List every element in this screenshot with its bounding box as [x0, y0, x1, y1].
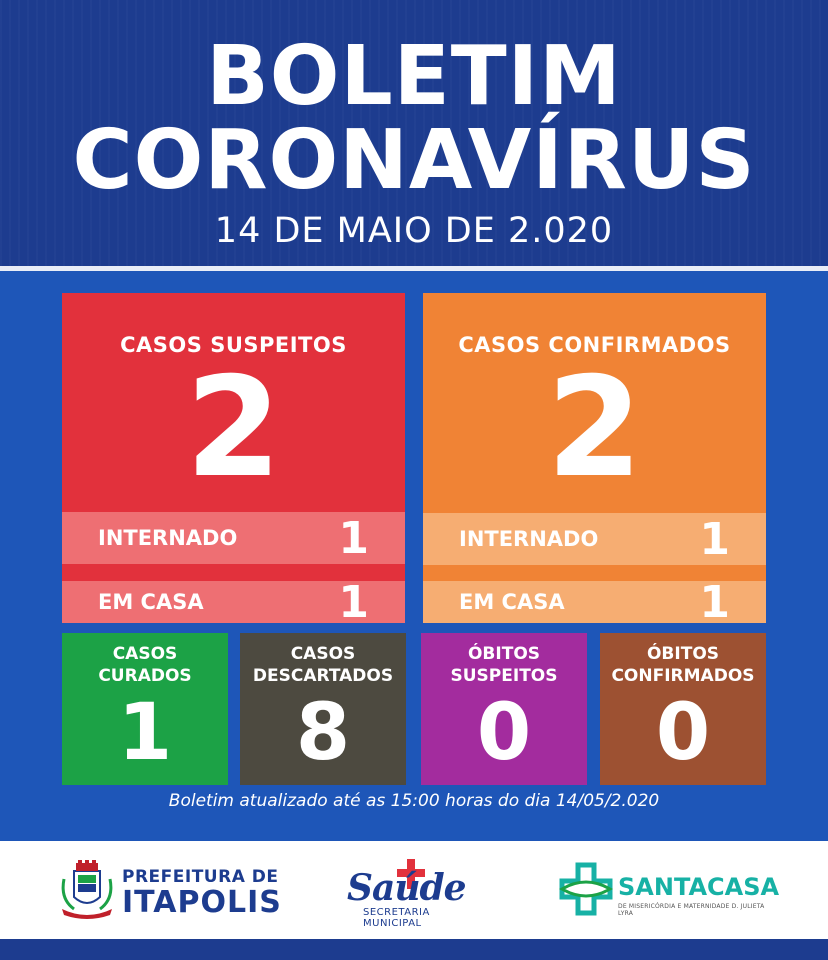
- suspected-cases-total: 2: [185, 347, 282, 508]
- bulletin-date: 14 DE MAIO DE 2.020: [214, 211, 614, 251]
- suspected-deaths-label-2: SUSPEITOS: [450, 666, 558, 686]
- santacasa-subtitle: DE MISERICÓRDIA E MATERNIDADE D. JULIETA LYRA: [618, 903, 765, 917]
- suspected-hospitalized-row: [62, 512, 405, 564]
- suspected-home-label: EM CASA: [98, 590, 204, 614]
- suspected-deaths-label-1: ÓBITOS: [467, 644, 541, 664]
- bottom-bar: [0, 939, 828, 960]
- suspected-deaths-value: 0: [476, 688, 532, 778]
- title-line-1: BOLETIM: [206, 29, 622, 124]
- discarded-cases-label-2: DESCARTADOS: [252, 666, 394, 686]
- confirmed-home-value: 1: [699, 576, 730, 628]
- confirmed-cases-card: [423, 293, 766, 628]
- confirmed-hospitalized-value: 1: [699, 513, 730, 565]
- city-crest-icon: [58, 859, 116, 921]
- saude-subtitle: SECRETARIA MUNICIPAL: [363, 907, 430, 929]
- suspected-hospitalized-label: INTERNADO: [98, 526, 238, 550]
- discarded-cases-label-1: CASOS: [290, 644, 356, 664]
- cured-cases-card: [62, 633, 228, 785]
- discarded-cases-card: [240, 633, 406, 785]
- suspected-home-value: 1: [338, 576, 369, 628]
- santacasa-logo: [558, 859, 780, 923]
- suspected-home-row: [62, 576, 405, 628]
- title-line-2: CORONAVÍRUS: [72, 113, 756, 208]
- suspected-deaths-card: [421, 633, 587, 785]
- suspected-hospitalized-value: 1: [338, 512, 369, 564]
- itapolis-label: ITAPOLIS: [122, 885, 282, 920]
- header-banner: [0, 0, 828, 266]
- discarded-cases-value: 8: [295, 688, 351, 778]
- update-footnote: Boletim atualizado até as 15:00 horas do dia 14/05/2.020: [168, 791, 660, 811]
- confirmed-home-label: EM CASA: [459, 590, 565, 614]
- confirmed-hospitalized-row: [423, 513, 766, 565]
- suspected-cases-card: [62, 293, 405, 628]
- santacasa-wordmark: SANTACASA: [618, 873, 780, 901]
- saude-wordmark: Saúde: [347, 867, 466, 909]
- confirmed-deaths-card: [600, 633, 766, 785]
- confirmed-deaths-value: 0: [655, 688, 711, 778]
- confirmed-hospitalized-label: INTERNADO: [459, 527, 599, 551]
- suspected-cases-label: CASOS SUSPEITOS: [120, 333, 347, 357]
- confirmed-home-row: [423, 576, 766, 628]
- cured-cases-value: 1: [117, 688, 173, 778]
- confirmed-deaths-label-2: CONFIRMADOS: [611, 666, 755, 686]
- confirmed-cases-total: 2: [546, 347, 643, 508]
- santacasa-cross-icon: [558, 861, 614, 917]
- sponsor-logos-bar: [0, 841, 828, 939]
- confirmed-deaths-label-1: ÓBITOS: [646, 644, 720, 664]
- prefeitura-logo: [58, 859, 288, 923]
- saude-logo: [345, 859, 490, 929]
- confirmed-cases-label: CASOS CONFIRMADOS: [458, 333, 731, 357]
- cured-cases-label-2: CURADOS: [98, 666, 192, 686]
- prefeitura-label: PREFEITURA DE: [122, 867, 279, 887]
- cured-cases-label-1: CASOS: [112, 644, 178, 664]
- stats-panel: [0, 271, 828, 841]
